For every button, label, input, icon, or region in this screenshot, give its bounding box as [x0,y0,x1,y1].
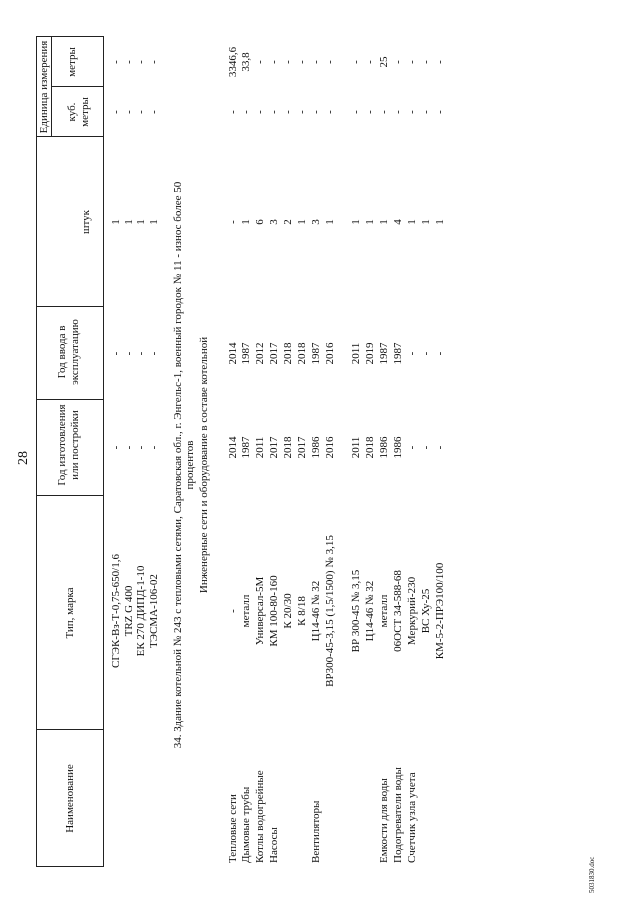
top_rows-m-cell: - [147,60,160,64]
rows-pcs-cell: 1 [240,219,252,225]
top_rows-made-cell: - [122,445,135,450]
header-year-commissioned: Год ввода в эксплуатацию [56,319,81,385]
rows-made-cell: 2018 [282,436,294,459]
rows-m-cell: - [392,60,404,64]
header-type: Тип, марка [64,587,76,639]
rows-made-cell: - [406,445,418,450]
top_rows-pcs-cell: 1 [122,219,135,225]
rows-m-cell: - [324,60,336,64]
rows-made-cell: - [420,445,432,450]
rows-type-cell: К 20/30 [282,593,294,629]
rows-m3-cell: - [310,110,322,114]
top_rows-m3-cell: - [147,110,160,114]
rows-pcs-cell: 2 [282,219,294,225]
rows-made-cell: 2014 [227,436,239,459]
rows-pcs-cell: 1 [420,219,432,225]
rows-pcs-cell: 1 [434,219,446,225]
rows-comm-cell: 2012 [254,342,266,365]
rows-m3-cell: - [282,110,294,114]
rows-m-cell: 33,8 [240,52,252,72]
rows-made-cell: 1986 [378,436,390,459]
rows-type-cell: К 8/18 [296,596,308,626]
rows-name-cell: Насосы [268,827,280,863]
rows-made-cell: 2011 [254,436,266,459]
rows-name-cell: Дымовые трубы [240,786,252,863]
top_rows-m3-cell: - [122,110,135,114]
rows-name-cell: Счетчик узла учета [406,772,418,863]
rows-m-cell: - [364,60,376,64]
top_rows-comm-cell: - [122,351,135,356]
rows-m-cell: 25 [378,56,390,68]
page-number: 28 [16,451,31,465]
top_rows-type-cell: ТЭСМА-106-02 [147,574,160,648]
rows-m-cell: - [254,60,266,64]
rows-m3-cell: - [392,110,404,114]
rows-comm-cell: - [420,351,432,356]
rows-name-cell: Емкости для воды [378,778,390,863]
rows-m-cell: 3346,6 [227,46,239,78]
rows-pcs-cell: - [227,220,239,224]
header-pcs: штук [80,210,92,234]
header-year-made: Год изготовления или постройки [56,404,81,486]
rows-pcs-cell: 1 [378,219,390,225]
units-divider [51,37,52,137]
rows-made-cell: 2017 [268,436,280,459]
rows-comm-cell: 2018 [296,342,308,365]
rows-comm-cell: - [406,351,418,356]
rows-type-cell: ВР 300-45 № 3,15 [350,569,362,653]
rows-m-cell: - [420,60,432,64]
header-name: Наименование [64,764,76,833]
rows-name-cell: Подогреватели воды [392,767,404,863]
rows-name-cell: Тепловые сети [227,794,239,863]
rows-type-cell: КМ 100-80-160 [268,575,280,647]
rows-comm-cell: 1987 [392,342,404,365]
rows-type-cell: ВР300-45-3,15 (1,5/1500) № 3,15 [324,535,336,687]
top_rows-m-cell: - [135,60,147,64]
top_rows-type-cell: СГЭК-Вз-Т-0,75-650/1,6 [110,554,122,668]
rows-m3-cell: - [227,110,239,114]
rows-type-cell: ВС Ху-25 [420,588,432,634]
top_rows-pcs-cell: 1 [110,219,122,225]
header-m: метры [66,47,78,77]
header-top-border [36,37,37,867]
rows-pcs-cell: 1 [364,219,376,225]
rows-pcs-cell: 6 [254,219,266,225]
top_rows-comm-cell: - [147,351,160,356]
rows-type-cell: - [227,609,239,613]
rows-m3-cell: - [268,110,280,114]
rows-comm-cell: 2017 [268,342,280,365]
top_rows-comm-cell: - [110,351,122,356]
rows-made-cell: 1987 [240,436,252,459]
rows-type-cell: Ц14-46 № 32 [364,580,376,642]
rows-made-cell: 2016 [324,436,336,459]
top_rows-pcs-cell: 1 [147,219,160,225]
rows-comm-cell: 2016 [324,342,336,365]
rows-name-cell: Вентиляторы [310,800,322,863]
rows-m-cell: - [406,60,418,64]
rows-comm-cell: 2018 [282,342,294,365]
rows-m-cell: - [434,60,446,64]
rows-pcs-cell: 1 [406,219,418,225]
top_rows-type-cell: TRZ G 400 [122,585,135,637]
rows-type-cell: Ц14-46 № 32 [310,580,322,642]
rows-comm-cell: 2019 [364,342,376,365]
rows-made-cell: 1986 [310,436,322,459]
rows-m-cell: - [268,60,280,64]
rows-type-cell: металл [240,594,252,628]
top_rows-comm-cell: - [135,351,147,356]
top_rows-made-cell: - [110,445,122,450]
top_rows-m-cell: - [122,60,135,64]
rows-comm-cell: 1987 [240,342,252,365]
rows-m3-cell: - [406,110,418,114]
top_rows-type-cell: ЕК 270 ДИПД-1-10 [135,565,147,657]
rows-m3-cell: - [296,110,308,114]
rows-m3-cell: - [378,110,390,114]
rows-m3-cell: - [434,110,446,114]
top_rows-made-cell: - [147,445,160,450]
header-bottom-border [103,37,104,867]
footer-filename: 5031830.doc [588,856,596,893]
header-m3: куб. метры [66,97,91,127]
top_rows-m3-cell: - [135,110,147,114]
rows-pcs-cell: 1 [324,219,336,225]
rows-comm-cell: 2014 [227,342,239,365]
rows-comm-cell: 1987 [310,342,322,365]
rows-pcs-cell: 1 [350,219,362,225]
rows-m-cell: - [350,60,362,64]
top_rows-made-cell: - [135,445,147,450]
rows-pcs-cell: 4 [392,219,404,225]
rows-m3-cell: - [254,110,266,114]
rows-pcs-cell: 1 [296,219,308,225]
rows-pcs-cell: 3 [268,219,280,225]
rows-m3-cell: - [350,110,362,114]
rows-m-cell: - [296,60,308,64]
rows-pcs-cell: 3 [310,219,322,225]
section-subtitle: Инженерные сети и оборудование в составе котельной [198,336,210,594]
rows-type-cell: Универсал-5М [254,576,266,646]
rows-m3-cell: - [420,110,432,114]
rows-made-cell: 2017 [296,436,308,459]
rows-made-cell: 2011 [350,436,362,459]
rows-name-cell: Котлы водогрейные [254,770,266,863]
rows-made-cell: - [434,445,446,450]
rows-m-cell: - [282,60,294,64]
section-title: 34. Здание котельной № 243 с тепловыми сетями, Саратовская обл., г. Энгельс-1, военный городок № 11 - износ более 50 процентов [172,181,196,749]
rows-made-cell: 1986 [392,436,404,459]
top_rows-pcs-cell: 1 [135,219,147,225]
header-units: Единица измерения [38,40,50,134]
rows-m3-cell: - [240,110,252,114]
rows-made-cell: 2018 [364,436,376,459]
top_rows-m-cell: - [110,60,122,64]
rows-comm-cell: 2011 [350,342,362,365]
rows-m-cell: - [310,60,322,64]
rows-type-cell: КМ-5-2-ПРЭ100/100 [434,562,446,660]
rows-m3-cell: - [364,110,376,114]
rows-comm-cell: - [434,351,446,356]
rows-comm-cell: 1987 [378,342,390,365]
top_rows-m3-cell: - [110,110,122,114]
rows-m3-cell: - [324,110,336,114]
rows-type-cell: 06ОСТ 34-588-68 [392,570,404,652]
rows-type-cell: металл [378,594,390,628]
rows-type-cell: Меркурий-230 [406,576,418,646]
